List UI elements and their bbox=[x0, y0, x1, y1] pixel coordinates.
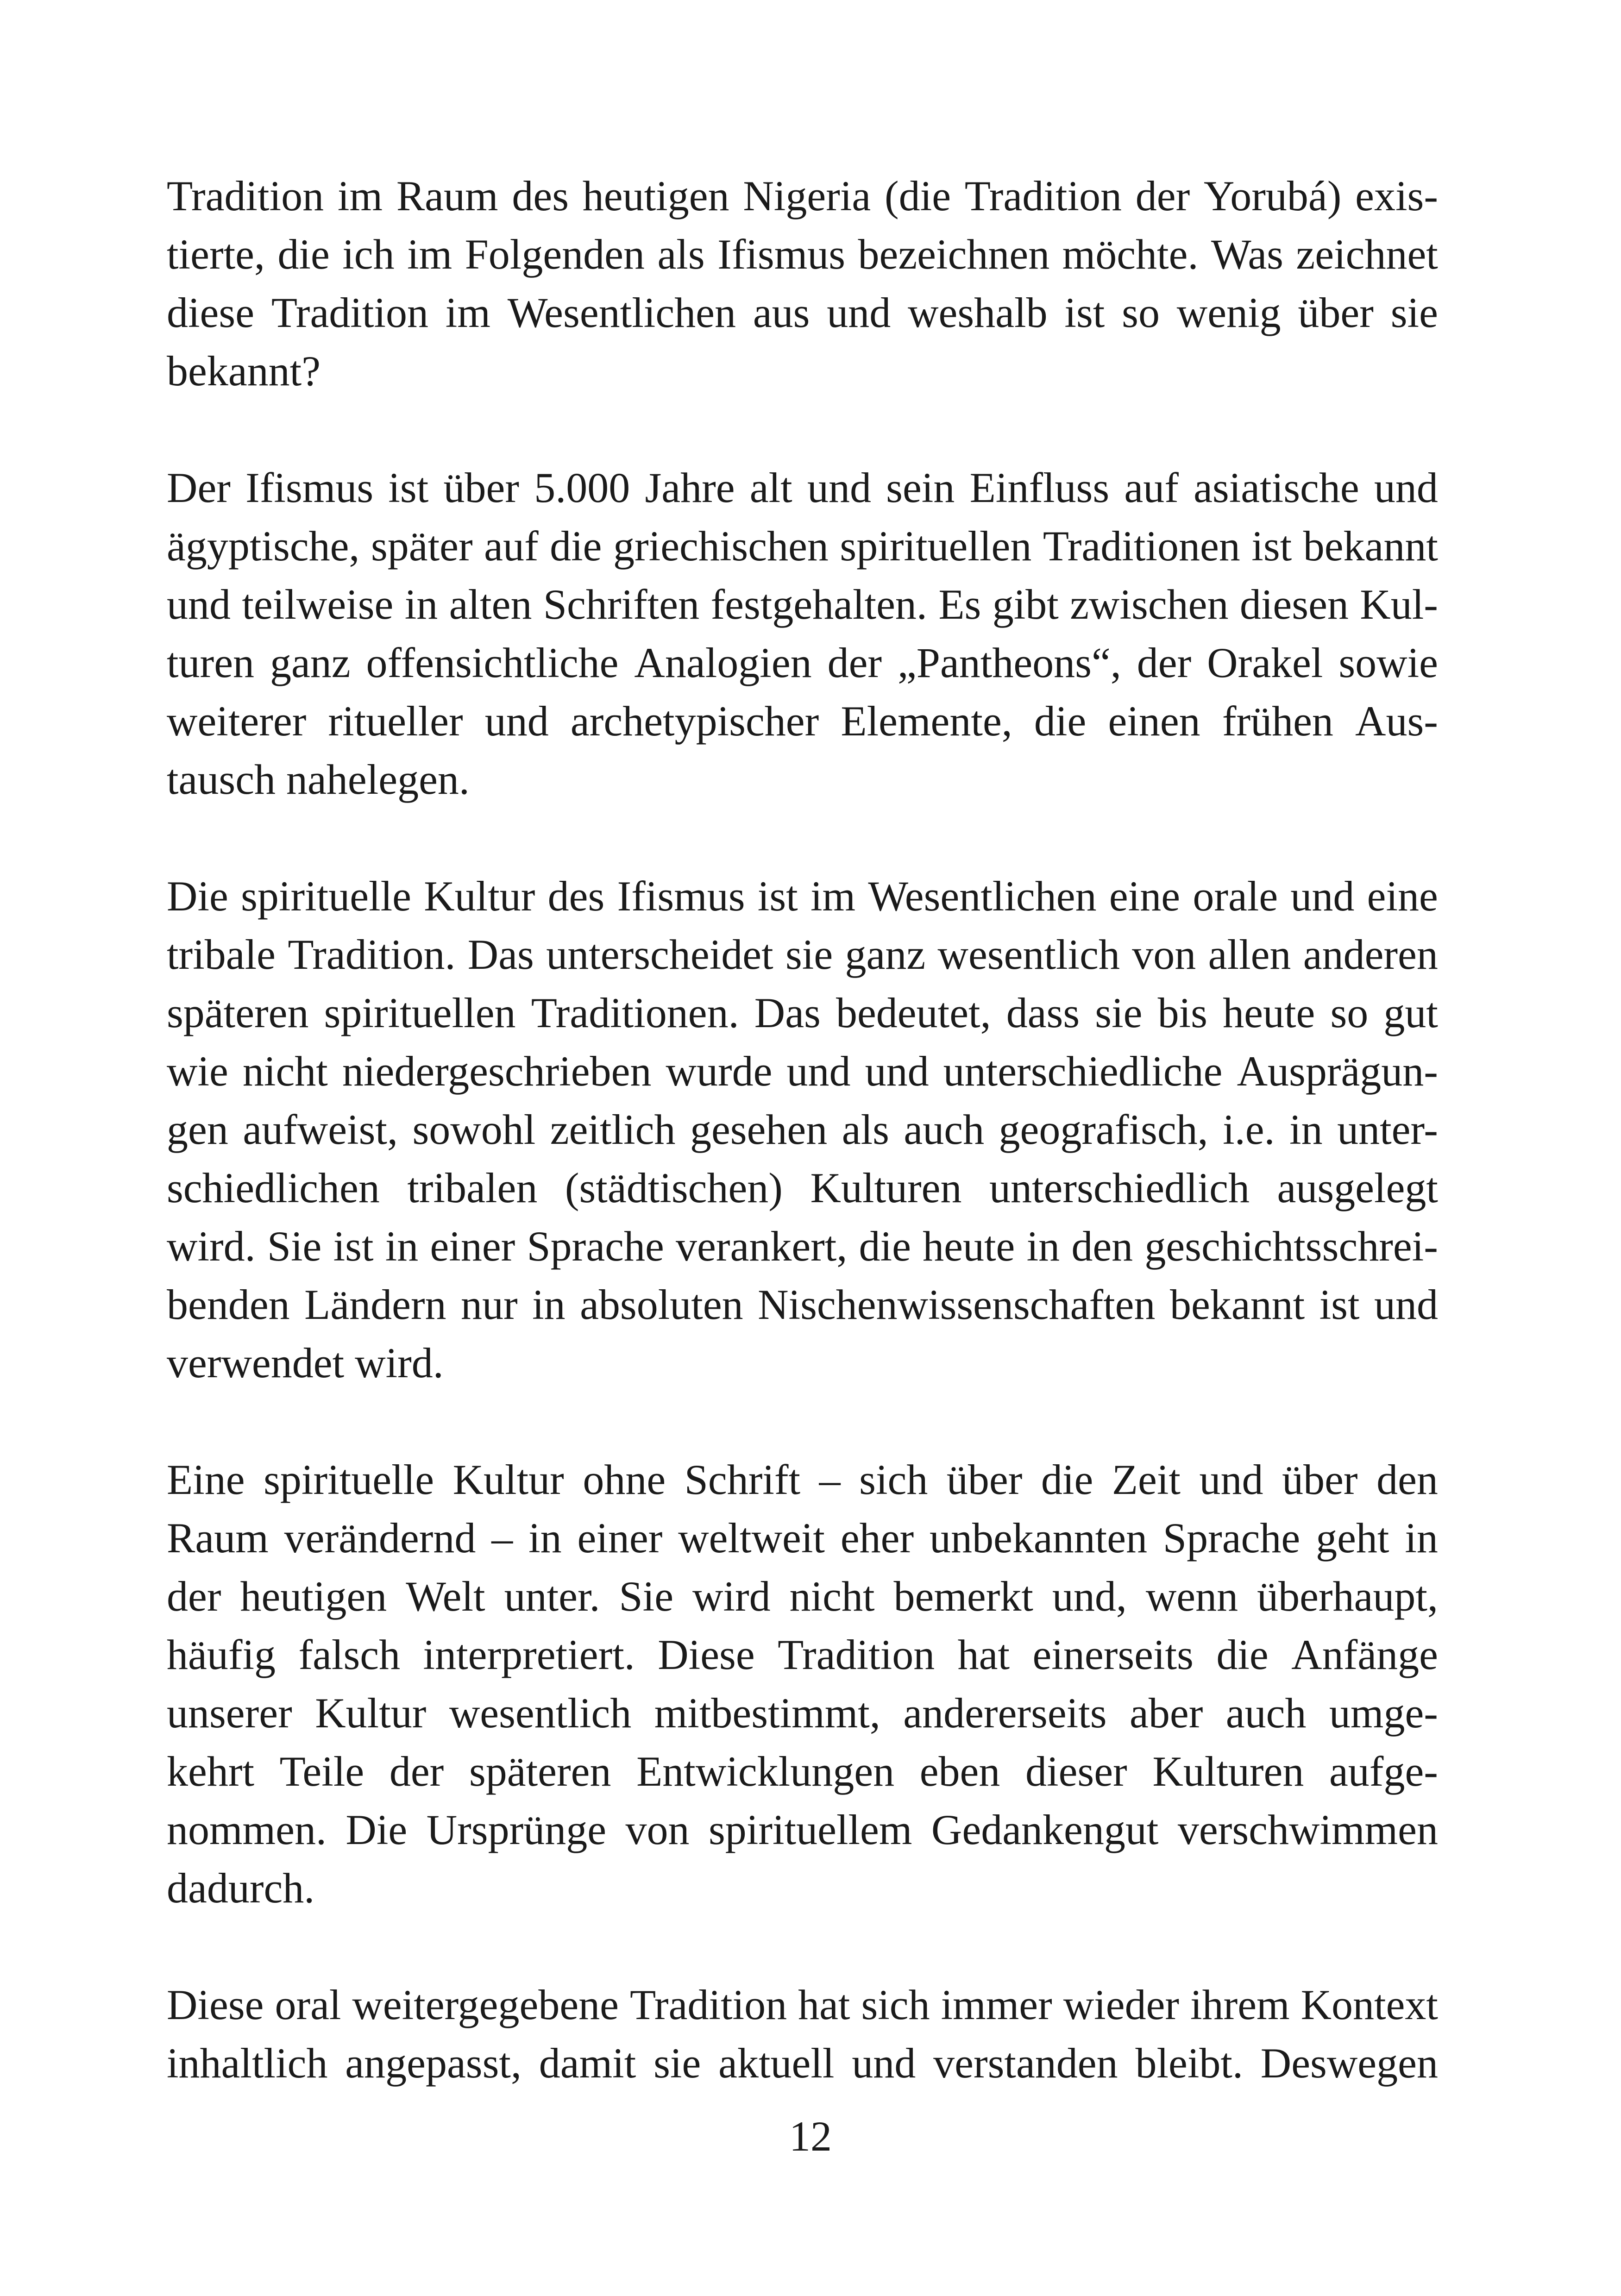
text-line bbox=[167, 1625, 1438, 1684]
word: weltweit bbox=[678, 1514, 825, 1562]
word: Entwicklungen bbox=[636, 1748, 895, 1795]
word: interpretiert. bbox=[423, 1631, 635, 1678]
word: gen bbox=[167, 1106, 228, 1153]
paragraph bbox=[167, 867, 1438, 1392]
word: diesen bbox=[1239, 581, 1349, 628]
word: gut bbox=[1383, 989, 1438, 1036]
word: geografisch, bbox=[999, 1106, 1208, 1153]
word: ausgelegt bbox=[1277, 1164, 1438, 1211]
word: Teile bbox=[279, 1748, 364, 1795]
word: ist bbox=[1319, 1281, 1360, 1328]
word: griechischen bbox=[613, 522, 829, 570]
word: wenn bbox=[1145, 1573, 1238, 1620]
word: in bbox=[1405, 1514, 1438, 1562]
word: nahelegen. bbox=[286, 756, 470, 803]
word: sein bbox=[886, 464, 955, 511]
word: in bbox=[1026, 1223, 1060, 1270]
word: zwischen bbox=[1070, 581, 1229, 628]
word: Jahre bbox=[645, 464, 735, 511]
word: auch bbox=[904, 1106, 985, 1153]
word: Deswegen bbox=[1260, 2039, 1438, 2087]
word: und bbox=[1199, 1456, 1263, 1503]
word: Nigeria bbox=[743, 172, 871, 220]
word: so bbox=[1330, 989, 1369, 1036]
word: Tradition. bbox=[288, 931, 456, 978]
word: über bbox=[443, 464, 519, 511]
text-line bbox=[167, 1275, 1438, 1334]
word: des bbox=[512, 172, 569, 220]
word: kehrt bbox=[167, 1748, 255, 1795]
paragraph bbox=[167, 167, 1438, 400]
word: niedergeschrieben bbox=[342, 1048, 652, 1095]
word: den bbox=[1071, 1223, 1133, 1270]
text-line bbox=[167, 1450, 1438, 1509]
word: in bbox=[1289, 1106, 1323, 1153]
word: des bbox=[547, 872, 605, 920]
word: in bbox=[404, 581, 438, 628]
word: wird. bbox=[167, 1223, 256, 1270]
word: Wesentlichen bbox=[507, 289, 736, 336]
word: späteren bbox=[469, 1748, 611, 1795]
text-line bbox=[167, 1042, 1438, 1100]
word: teilweise bbox=[242, 581, 394, 628]
word: eine bbox=[1367, 872, 1438, 920]
word: wesentlich bbox=[449, 1689, 632, 1737]
text-line bbox=[167, 1800, 1438, 1859]
word: Ausprägun- bbox=[1237, 1048, 1438, 1095]
word: die bbox=[277, 231, 330, 278]
word: im bbox=[407, 231, 452, 278]
word: 5.000 bbox=[534, 464, 630, 511]
word: von bbox=[625, 1806, 690, 1853]
text-line bbox=[167, 1159, 1438, 1217]
word: unter. bbox=[504, 1573, 600, 1620]
word: (die bbox=[885, 172, 951, 220]
word: Kontext bbox=[1301, 1981, 1438, 2028]
word: Sie bbox=[267, 1223, 322, 1270]
word: der bbox=[389, 1748, 444, 1795]
word: tribalen bbox=[407, 1164, 538, 1211]
word: die bbox=[1216, 1631, 1269, 1678]
word: aus bbox=[753, 289, 810, 336]
word: Ifismus bbox=[245, 464, 374, 511]
word: ich bbox=[342, 231, 395, 278]
text-line bbox=[167, 750, 1438, 809]
word: Tradition bbox=[167, 172, 324, 220]
word: damit bbox=[539, 2039, 636, 2087]
word: Zeit bbox=[1112, 1456, 1181, 1503]
word: heute bbox=[1223, 989, 1315, 1036]
word: tausch bbox=[167, 756, 276, 803]
word: weiterer bbox=[167, 697, 307, 745]
word: späteren bbox=[167, 989, 309, 1036]
word: frühen bbox=[1222, 697, 1333, 745]
word: immer bbox=[941, 1981, 1052, 2028]
word: geschichtsschrei- bbox=[1144, 1223, 1438, 1270]
word: so bbox=[1122, 289, 1160, 336]
word: „Pantheons“, bbox=[897, 639, 1121, 686]
word: unterschiedliche bbox=[943, 1048, 1223, 1095]
word: Kulturen bbox=[1152, 1748, 1304, 1795]
word: wurde bbox=[666, 1048, 773, 1095]
paragraph-gap bbox=[167, 1392, 1438, 1450]
text-line bbox=[167, 1859, 1438, 1917]
word: verankert, bbox=[676, 1223, 848, 1270]
word: überhaupt, bbox=[1257, 1573, 1438, 1620]
text-line bbox=[167, 342, 1438, 400]
word: gesehen bbox=[690, 1106, 828, 1153]
word: Ländern bbox=[304, 1281, 446, 1328]
text-line bbox=[167, 1742, 1438, 1800]
word: Die bbox=[346, 1806, 408, 1853]
word: in bbox=[528, 1514, 562, 1562]
word: Tradition bbox=[271, 289, 428, 336]
word: heutigen bbox=[582, 172, 729, 220]
word: und bbox=[484, 697, 549, 745]
word: allen bbox=[1208, 931, 1291, 978]
word: die bbox=[550, 522, 602, 570]
word: und bbox=[865, 1048, 929, 1095]
text-line bbox=[167, 1976, 1438, 2034]
text-line bbox=[167, 1334, 1438, 1392]
word: Schriften bbox=[543, 581, 700, 628]
word: wird. bbox=[355, 1339, 444, 1386]
text-line bbox=[167, 283, 1438, 342]
word: Kultur bbox=[452, 1456, 564, 1503]
word: Tradition bbox=[629, 1981, 787, 2028]
word: über bbox=[1282, 1456, 1358, 1503]
word: offensichtliche bbox=[366, 639, 619, 686]
word: wieder bbox=[1063, 1981, 1180, 2028]
word: einer bbox=[430, 1223, 515, 1270]
word: schiedlichen bbox=[167, 1164, 380, 1211]
word: ganz bbox=[270, 639, 351, 686]
word: Eine bbox=[167, 1456, 245, 1503]
text-line bbox=[167, 1684, 1438, 1742]
paragraph-gap bbox=[167, 809, 1438, 867]
word: orale bbox=[1193, 872, 1278, 920]
word: und, bbox=[1052, 1573, 1127, 1620]
text-line bbox=[167, 458, 1438, 517]
word: eher bbox=[840, 1514, 914, 1562]
word: Kultur bbox=[315, 1689, 427, 1737]
word: wesentlich bbox=[937, 931, 1120, 978]
word: falsch bbox=[298, 1631, 401, 1678]
word: ist bbox=[333, 1223, 374, 1270]
word: nicht bbox=[242, 1048, 328, 1095]
word: ohne bbox=[583, 1456, 666, 1503]
word: und bbox=[1374, 464, 1438, 511]
word: zeitlich bbox=[550, 1106, 676, 1153]
word: nommen. bbox=[167, 1806, 327, 1853]
word: spirituellen bbox=[840, 522, 1032, 570]
word: Kul- bbox=[1360, 581, 1438, 628]
word: sie bbox=[1390, 289, 1438, 336]
word: unter- bbox=[1337, 1106, 1438, 1153]
word: verstanden bbox=[933, 2039, 1118, 2087]
word: später bbox=[371, 522, 473, 570]
paragraph bbox=[167, 1976, 1438, 2092]
paragraph bbox=[167, 1450, 1438, 1917]
word: Aus- bbox=[1355, 697, 1438, 745]
word: nur bbox=[461, 1281, 518, 1328]
word: ritueller bbox=[328, 697, 463, 745]
word: aufge- bbox=[1329, 1748, 1438, 1795]
word: bis bbox=[1157, 989, 1207, 1036]
word: unterscheidet bbox=[546, 931, 773, 978]
word: auch bbox=[1225, 1689, 1307, 1737]
word: und bbox=[167, 581, 231, 628]
word: anderen bbox=[1303, 931, 1438, 978]
word: sowie bbox=[1338, 639, 1438, 686]
word: inhaltlich bbox=[167, 2039, 328, 2087]
word: ihrem bbox=[1190, 1981, 1290, 2028]
word: ist bbox=[1251, 522, 1292, 570]
word: – bbox=[491, 1514, 513, 1562]
word: wie bbox=[167, 1048, 228, 1095]
word: diese bbox=[167, 289, 255, 336]
word: ist bbox=[757, 872, 798, 920]
word: Ursprünge bbox=[426, 1806, 607, 1853]
text-line bbox=[167, 925, 1438, 984]
word: heute bbox=[923, 1223, 1015, 1270]
word: oral bbox=[275, 1981, 341, 2028]
word: exis- bbox=[1355, 172, 1438, 220]
word: wird bbox=[692, 1573, 771, 1620]
word: sie bbox=[653, 2039, 701, 2087]
word: gibt bbox=[992, 581, 1059, 628]
word: sowohl bbox=[412, 1106, 536, 1153]
word: geht bbox=[1316, 1514, 1389, 1562]
text-line bbox=[167, 867, 1438, 925]
word: den bbox=[1376, 1456, 1438, 1503]
word: tierte, bbox=[167, 231, 265, 278]
word: die bbox=[1041, 1456, 1093, 1503]
word: umge- bbox=[1329, 1689, 1438, 1737]
word: festgehalten. bbox=[710, 581, 927, 628]
word: und bbox=[1374, 1281, 1438, 1328]
text-line bbox=[167, 1217, 1438, 1275]
word: spirituellen bbox=[324, 989, 516, 1036]
word: eine bbox=[1109, 872, 1181, 920]
word: wenig bbox=[1176, 289, 1281, 336]
word: spirituelle bbox=[264, 1456, 434, 1503]
word: ägyptische, bbox=[167, 522, 360, 570]
word: alten bbox=[449, 581, 532, 628]
text-line bbox=[167, 2034, 1438, 2092]
word: Der bbox=[167, 464, 231, 511]
word: verwendet bbox=[167, 1339, 345, 1386]
word: Gedankengut bbox=[931, 1806, 1159, 1853]
word: unserer bbox=[167, 1689, 292, 1737]
word: Diese bbox=[167, 1981, 264, 2028]
text-line bbox=[167, 167, 1438, 225]
word: Nischenwissenschaften bbox=[758, 1281, 1156, 1328]
word: Raum bbox=[167, 1514, 269, 1562]
word: Orakel bbox=[1207, 639, 1323, 686]
word: der bbox=[827, 639, 882, 686]
word: aktuell bbox=[718, 2039, 835, 2087]
word: angepasst, bbox=[345, 2039, 521, 2087]
word: Ifismus bbox=[617, 872, 745, 920]
word: Welt bbox=[406, 1573, 485, 1620]
word: häufig bbox=[167, 1631, 276, 1678]
word: die bbox=[859, 1223, 911, 1270]
page-number: 12 bbox=[789, 2113, 832, 2160]
word: einerseits bbox=[1032, 1631, 1194, 1678]
text-line bbox=[167, 575, 1438, 634]
word: über bbox=[1298, 289, 1374, 336]
word: (städtischen) bbox=[565, 1164, 783, 1211]
word: bekannt? bbox=[167, 347, 321, 395]
word: unbekannten bbox=[930, 1514, 1148, 1562]
word: bemerkt bbox=[893, 1573, 1033, 1620]
word: ganz bbox=[845, 931, 926, 978]
word: hat bbox=[798, 1981, 850, 2028]
word: Kultur bbox=[424, 872, 535, 920]
word: i.e. bbox=[1223, 1106, 1275, 1153]
word: verschwimmen bbox=[1177, 1806, 1438, 1853]
word: dieser bbox=[1025, 1748, 1127, 1795]
text-line bbox=[167, 1509, 1438, 1567]
word: nicht bbox=[789, 1573, 875, 1620]
word: andererseits bbox=[903, 1689, 1107, 1737]
word: der bbox=[167, 1573, 221, 1620]
word: Tradition bbox=[778, 1631, 935, 1678]
word: Das bbox=[467, 931, 534, 978]
word: von bbox=[1132, 931, 1196, 978]
word: alt bbox=[749, 464, 792, 511]
text-line bbox=[167, 225, 1438, 283]
word: Raum bbox=[396, 172, 498, 220]
word: asiatische bbox=[1194, 464, 1359, 511]
word: dadurch. bbox=[167, 1864, 315, 1912]
word: tribale bbox=[167, 931, 276, 978]
word: Tradition bbox=[964, 172, 1122, 220]
word: dass bbox=[1006, 989, 1080, 1036]
word: und bbox=[827, 289, 891, 336]
word: der bbox=[1135, 172, 1190, 220]
word: auf bbox=[484, 522, 539, 570]
word: aber bbox=[1130, 1689, 1203, 1737]
word: bleibt. bbox=[1135, 2039, 1243, 2087]
word: in bbox=[532, 1281, 565, 1328]
word: absoluten bbox=[580, 1281, 743, 1328]
paragraph bbox=[167, 458, 1438, 809]
word: verändernd bbox=[284, 1514, 476, 1562]
text-line bbox=[167, 1567, 1438, 1625]
text-line bbox=[167, 517, 1438, 575]
word: Wesentlichen bbox=[868, 872, 1097, 920]
word: Sprache bbox=[1162, 1514, 1301, 1562]
word: zeichnet bbox=[1296, 231, 1438, 278]
word: Einfluss bbox=[969, 464, 1110, 511]
word: im bbox=[337, 172, 383, 220]
word: über bbox=[946, 1456, 1023, 1503]
word: hat bbox=[957, 1631, 1010, 1678]
word: mitbestimmt, bbox=[654, 1689, 880, 1737]
word: in bbox=[385, 1223, 419, 1270]
word: sie bbox=[1095, 989, 1143, 1036]
word: Yorubá) bbox=[1204, 172, 1342, 220]
word: weitergegebene bbox=[352, 1981, 619, 2028]
text-line bbox=[167, 692, 1438, 750]
word: Anfänge bbox=[1291, 1631, 1438, 1678]
word: Die bbox=[167, 872, 228, 920]
word: bekannt bbox=[1303, 522, 1438, 570]
word: und bbox=[807, 464, 871, 511]
word: und bbox=[852, 2039, 916, 2087]
word: Kulturen bbox=[810, 1164, 962, 1211]
word: Elemente, bbox=[841, 697, 1012, 745]
word: Sprache bbox=[527, 1223, 664, 1270]
word: spirituellem bbox=[708, 1806, 912, 1853]
word: und bbox=[786, 1048, 851, 1095]
word: ist bbox=[388, 464, 429, 511]
word: sie bbox=[785, 931, 833, 978]
word: Was bbox=[1211, 231, 1283, 278]
word: aufweist, bbox=[243, 1106, 398, 1153]
word: turen bbox=[167, 639, 255, 686]
word: auf bbox=[1124, 464, 1179, 511]
word: als bbox=[842, 1106, 889, 1153]
word: eben bbox=[919, 1748, 1000, 1795]
paragraph-gap bbox=[167, 400, 1438, 458]
word: spirituelle bbox=[241, 872, 411, 920]
word: archetypischer bbox=[570, 697, 819, 745]
word: benden bbox=[167, 1281, 290, 1328]
word: – bbox=[819, 1456, 841, 1503]
text-line bbox=[167, 1100, 1438, 1159]
word: einer bbox=[577, 1514, 663, 1562]
word: im bbox=[810, 872, 856, 920]
word: sich bbox=[861, 1981, 930, 2028]
body-text bbox=[167, 167, 1438, 2092]
word: Sie bbox=[619, 1573, 674, 1620]
word: der bbox=[1137, 639, 1192, 686]
word: unterschiedlich bbox=[989, 1164, 1250, 1211]
word: möchte. bbox=[1062, 231, 1199, 278]
text-line bbox=[167, 984, 1438, 1042]
word: Es bbox=[938, 581, 981, 628]
word: Traditionen bbox=[1043, 522, 1240, 570]
word: Ifismus bbox=[717, 231, 846, 278]
word: Schrift bbox=[684, 1456, 801, 1503]
word: als bbox=[657, 231, 705, 278]
word: die bbox=[1034, 697, 1087, 745]
word: ist bbox=[1064, 289, 1105, 336]
word: Diese bbox=[658, 1631, 755, 1678]
word: bekannt bbox=[1169, 1281, 1305, 1328]
word: und bbox=[1290, 872, 1355, 920]
word: Folgenden bbox=[465, 231, 645, 278]
word: Das bbox=[754, 989, 821, 1036]
text-line bbox=[167, 634, 1438, 692]
word: Traditionen. bbox=[531, 989, 739, 1036]
word: bezeichnen bbox=[858, 231, 1050, 278]
word: weshalb bbox=[908, 289, 1048, 336]
word: heutigen bbox=[240, 1573, 387, 1620]
word: bedeutet, bbox=[836, 989, 991, 1036]
paragraph-gap bbox=[167, 1917, 1438, 1976]
word: im bbox=[445, 289, 490, 336]
word: sich bbox=[859, 1456, 928, 1503]
word: einen bbox=[1108, 697, 1200, 745]
word: Analogien bbox=[634, 639, 812, 686]
